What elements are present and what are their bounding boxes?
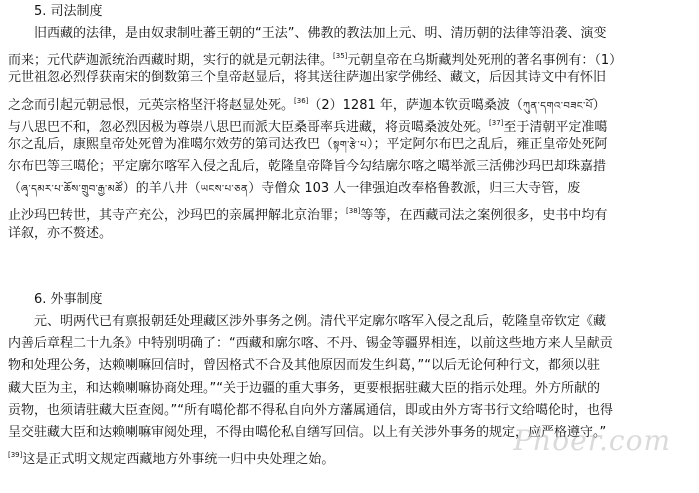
footnote-ref-35[interactable]: [35] (333, 52, 348, 60)
text-run: 至于清朝平定准噶 (503, 120, 608, 135)
text-run: 尔布巴等三噶伦；平定廓尔喀军入侵之乱后，乾隆皇帝降旨今勾结廓尔喀之噶举派三活佛沙玛巴却珠嘉措 (8, 159, 607, 174)
text-run: 内善后章程二十九条》中特别明确了：“西藏和廓尔喀、不丹、锡金等疆界相连，以前这些地方来人呈献贡 (8, 336, 613, 351)
text-run: （2）1281 年，萨迦本钦贡噶桑波（ (308, 98, 523, 113)
text-run: ）的羊八井（ (122, 181, 201, 196)
paragraph-line (8, 358, 691, 374)
text-run: 止沙玛巴转世，其寺产充公，沙玛巴的亲属押解北京治罪； (8, 208, 347, 223)
text-run: 藏大臣为主，和达赖喇嘛协商处理。”“关于边疆的重大事务，更要根据驻藏大臣的指示处理。外方所献的 (8, 381, 600, 396)
tibetan-text: སྟག་རྩེ་པ (333, 140, 368, 151)
paragraph-line (8, 425, 691, 441)
text-run: 呈交驻藏大臣和达赖喇嘛审阅处理，不得由噶伦私自缮写回信。以上有关涉外事务的规定，应严格遵守。” (8, 425, 607, 440)
paragraph-line (34, 314, 691, 330)
text-run: 元朝皇帝在乌斯藏判处死刑的著名事例有：（1） (347, 53, 623, 68)
footnote-ref-37[interactable]: [37] (489, 119, 504, 127)
text-run: （ (8, 181, 22, 196)
text-run: 而来；元代萨迦派统治西藏时期，实行的就是元朝法律。 (8, 53, 334, 68)
text-run: 详叙，亦不赘述。 (8, 226, 113, 241)
paragraph-line (8, 70, 691, 86)
watermark: Phoer.com (513, 424, 671, 457)
paragraph-line (8, 137, 691, 154)
text-run: 贡物，也须请驻藏大臣查阅。”“所有噶伦都不得私自向外方藩属通信，即或由外方寄书行文给噶伦时，也得 (8, 403, 613, 418)
footnote-ref-36[interactable]: [36] (294, 97, 309, 105)
text-run: 元世祖忽必烈俘获南宋的倒数第三个皇帝赵显后，将其送往萨迦出家学佛经、藏文，后因其诗文中有怀旧 (8, 70, 607, 85)
text-run: 这是正式明文规定西藏地方外事统一归中央处理之始。 (22, 452, 335, 467)
tibetan-text: ཡངས་པ་ཅན (200, 184, 249, 195)
paragraph-line (8, 226, 691, 242)
paragraph-line (8, 159, 691, 175)
section-heading-foreign: 6. 外事制度 (34, 292, 103, 307)
footnote-ref-39[interactable]: [39] (8, 451, 23, 459)
paragraph-line (8, 93, 691, 115)
paragraph-line (8, 381, 691, 397)
paragraph-line (34, 26, 691, 42)
footnote-ref-38[interactable]: [38] (346, 207, 361, 215)
section-heading-judicial: 5. 司法制度 (34, 4, 103, 19)
text-run: 之念而引起元朝忌恨，元英宗格坚汗将赵显处死。 (8, 98, 295, 113)
text-run: ）；平定阿尔布巴之乱后，雍正皇帝处死阿 (367, 137, 608, 152)
text-run: 尔之乱后，康熙皇帝处死曾为准噶尔效劳的第司达孜巴（ (8, 137, 334, 152)
paragraph-line (8, 403, 691, 419)
paragraph-line (8, 48, 691, 69)
text-run: 元、明两代已有禀报朝廷处理藏区涉外事务之例。清代平定廓尔喀军入侵之乱后，乾隆皇帝钦定《藏 (34, 314, 607, 329)
text-run: 旧西藏的法律，是由奴隶制吐蕃王朝的“王法”、佛教的教法加上元、明、清历朝的法律等沿袭、演变 (34, 26, 607, 41)
paragraph-line (8, 447, 691, 468)
paragraph-line (8, 336, 691, 352)
paragraph-line (8, 115, 691, 136)
text-run: 物和处理公务，达赖喇嘛回信时，曾因格式不合及其他原因而发生纠葛，”“以后无论何种行文，都须以驻 (8, 358, 600, 373)
text-run: 与八思巴不和，忽必烈因极为尊崇八思巴而派大臣桑哥率兵进藏，将贡噶桑波处死。 (8, 120, 490, 135)
text-run: ）寺僧众 103 人一律强迫改奉格鲁教派，归三大寺管，废 (248, 181, 581, 196)
text-run: ） (592, 98, 606, 113)
paragraph-line (8, 181, 691, 198)
tibetan-text: ཀུན་དགའ་བཟང་པོ (522, 101, 593, 112)
paragraph-line (8, 203, 691, 224)
tibetan-text: ཞྭ་དམར་པ་ཆོས་གྲུབ་རྒྱ་མཚོ (21, 184, 123, 195)
text-run: 等等，在西藏司法之案例很多，史书中均有 (360, 208, 608, 223)
